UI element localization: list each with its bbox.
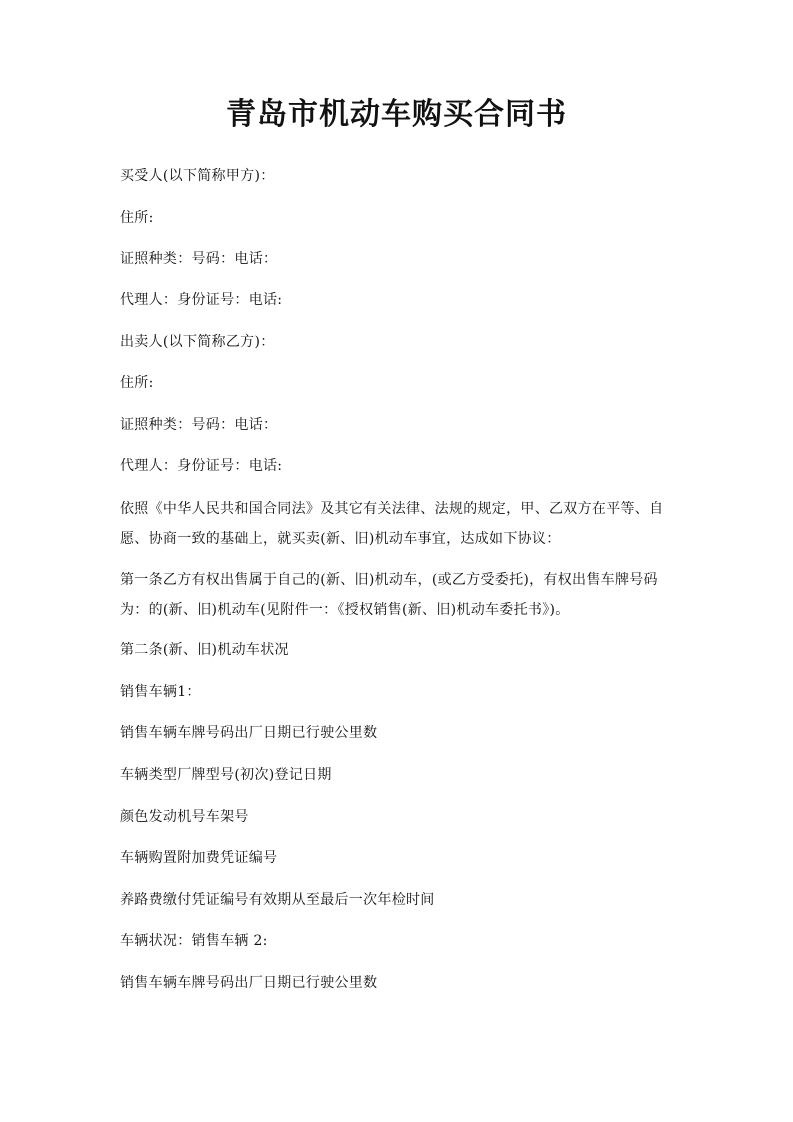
buyer-agent-line: 代理人：身份证号：电话: (120, 292, 283, 308)
vehicle-purchase-fee-line: 车辆购置附加费凭证编号 (120, 850, 278, 866)
vehicle-plate-line: 销售车辆车牌号码出厂日期已行驶公里数 (120, 725, 378, 741)
seller-agent-line: 代理人：身份证号：电话: (120, 458, 283, 474)
article-one-paragraph: 第一条乙方有权出售属于自己的(新、旧)机动车，(或乙方受委托)，有权出售车牌号码为：的(新、旧)机动车(见附件一：《授权销售(新、旧)机动车委托书》)。 (120, 572, 658, 618)
buyer-line: 买受人(以下简称甲方)： (120, 168, 275, 184)
vehicle-two-plate-line: 销售车辆车牌号码出厂日期已行驶公里数 (120, 975, 378, 991)
article-two-heading: 第二条(新、旧)机动车状况 (120, 642, 289, 658)
document-title: 青岛市机动车购买合同书 (226, 97, 567, 132)
vehicle-color-line: 颜色发动机号车架号 (120, 809, 249, 825)
buyer-id-line: 证照种类：号码：电话： (120, 251, 278, 267)
seller-line: 出卖人(以下简称乙方)： (120, 334, 275, 350)
vehicle-two-heading: 车辆状况：销售车辆 2: (120, 933, 268, 949)
vehicle-type-line: 车辆类型厂牌型号(初次)登记日期 (120, 767, 332, 783)
buyer-address-line: 住所: (120, 210, 154, 226)
seller-address-line: 住所: (120, 375, 154, 391)
vehicle-one-heading: 销售车辆1： (120, 684, 201, 700)
seller-id-line: 证照种类：号码：电话： (120, 417, 278, 433)
vehicle-road-fee-line: 养路费缴付凭证编号有效期从至最后一次年检时间 (120, 892, 435, 908)
preamble-paragraph: 依照《中华人民共和国合同法》及其它有关法律、法规的规定，甲、乙双方在平等、自愿、协商一致的基础上，就买卖(新、旧)机动车事宜，达成如下协议： (120, 501, 664, 547)
